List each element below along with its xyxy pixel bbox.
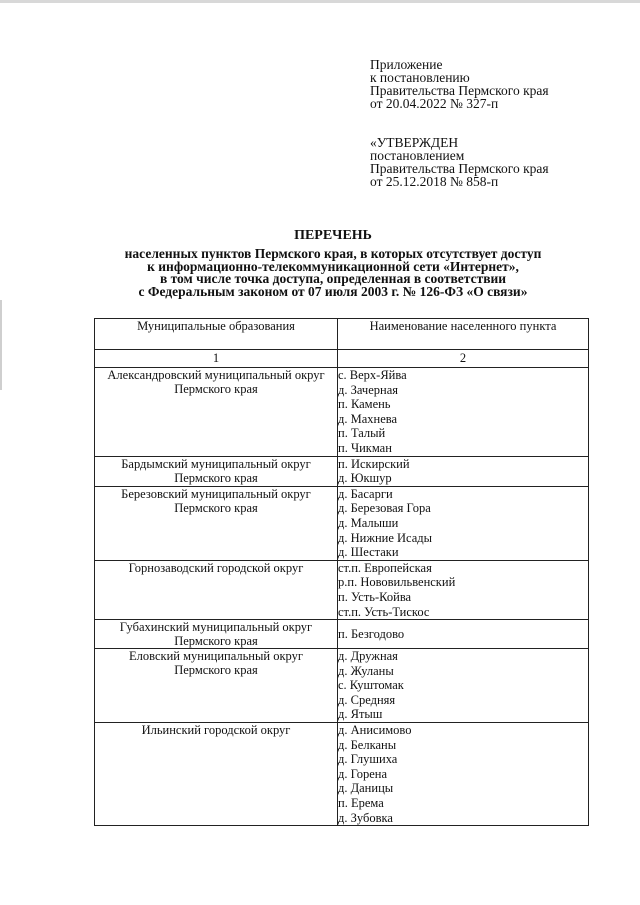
settlement-item: д. Анисимово xyxy=(338,723,412,738)
settlement-item: д. Нижние Исады xyxy=(338,530,433,545)
settlement-item: р.п. Нововильвенский xyxy=(338,575,456,590)
column-number: 2 xyxy=(338,350,589,368)
scan-top-edge xyxy=(0,0,640,3)
settlements-cell xyxy=(338,723,589,826)
settlement-item: ст.п. Европейская xyxy=(338,560,432,575)
table-row xyxy=(95,456,589,486)
settlement-item: п. Усть-Койва xyxy=(338,589,412,604)
table-row xyxy=(95,560,589,619)
settlement-item: д. Зубовка xyxy=(338,810,393,825)
appendix-line: Правительства Пермского края xyxy=(370,83,549,98)
table-body xyxy=(95,368,589,826)
settlements-cell xyxy=(338,560,589,619)
settlement-item: д. Зачерная xyxy=(338,382,398,397)
municipality-name-line: Березовский муниципальный округ xyxy=(121,486,311,501)
settlement-item: д. Шестаки xyxy=(338,545,399,560)
subtitle-line: населенных пунктов Пермского края, в которых отсутствует доступ xyxy=(124,246,542,261)
municipality-cell xyxy=(95,456,338,486)
municipality-name-line: Александровский муниципальный округ xyxy=(107,368,325,382)
municipality-name-line: Губахинский муниципальный округ xyxy=(119,620,313,635)
document-subtitle xyxy=(0,248,640,298)
table-row xyxy=(95,649,589,723)
appendix-line: к постановлению xyxy=(370,70,470,85)
settlement-item: д. Дружная xyxy=(338,649,398,664)
column-header-municipality: Муниципальные образования xyxy=(95,319,338,350)
settlements-cell xyxy=(338,368,589,457)
settlement-item: п. Ерема xyxy=(338,796,384,811)
settlement-item: п. Талый xyxy=(338,426,386,441)
settlement-item: д. Средняя xyxy=(338,692,396,707)
municipality-cell xyxy=(95,368,338,457)
table-row xyxy=(95,486,589,560)
appendix-line: Приложение xyxy=(370,57,443,72)
settlement-item: с. Верх-Яйва xyxy=(338,368,407,382)
table-row xyxy=(95,368,589,457)
settlement-item: д. Юкшур xyxy=(338,471,392,486)
settlements-cell xyxy=(338,620,589,649)
municipality-name-line: Пермского края xyxy=(174,500,258,515)
settlements-cell xyxy=(338,649,589,723)
column-header-settlement: Наименование населенного пункта xyxy=(338,319,589,350)
settlement-item: ст.п. Усть-Тискос xyxy=(338,604,430,619)
settlement-item: с. Куштомак xyxy=(338,678,404,693)
municipality-name-line: Горнозаводский городской округ xyxy=(128,560,304,575)
settlement-item: д. Басарги xyxy=(338,486,393,501)
settlements-cell xyxy=(338,486,589,560)
settlement-item: п. Безгодово xyxy=(338,626,405,641)
municipality-cell xyxy=(95,620,338,649)
settlement-item: п. Искирский xyxy=(338,456,410,471)
municipality-cell xyxy=(95,486,338,560)
municipality-name-line: Пермского края xyxy=(174,470,258,485)
document-title: ПЕРЕЧЕНЬ xyxy=(294,228,372,243)
settlement-item: д. Горена xyxy=(338,766,388,781)
settlement-item: д. Ятыш xyxy=(338,707,383,722)
municipality-name-line: Пермского края xyxy=(174,382,258,396)
settlements-table xyxy=(94,318,589,826)
settlement-item: д. Березовая Гора xyxy=(338,501,431,516)
municipality-name-line: Ильинский городской округ xyxy=(141,723,291,738)
settlement-item: д. Жуланы xyxy=(338,663,394,678)
subtitle-line: в том числе точка доступа, определенная в соответствии xyxy=(159,271,507,286)
table-header-row xyxy=(95,319,589,350)
approved-block xyxy=(370,136,549,188)
municipality-cell xyxy=(95,560,338,619)
table-row xyxy=(95,620,589,649)
municipality-name-line: Пермского края xyxy=(174,663,258,678)
settlement-item: д. Глушиха xyxy=(338,752,398,767)
appendix-block xyxy=(370,58,549,110)
scan-left-edge xyxy=(0,300,2,390)
approved-line: Правительства Пермского края xyxy=(370,161,549,176)
settlement-item: д. Махнева xyxy=(338,411,398,426)
appendix-line: от 20.04.2022 № 327-п xyxy=(370,96,499,111)
column-number-row xyxy=(95,350,589,368)
table-row xyxy=(95,723,589,826)
settlement-item: д. Белканы xyxy=(338,737,397,752)
column-number: 1 xyxy=(95,350,338,368)
municipality-cell xyxy=(95,649,338,723)
approved-line: «УТВЕРЖДЕН xyxy=(370,135,459,150)
municipality-name-line: Бардымский муниципальный округ xyxy=(121,456,311,471)
municipality-name-line: Еловский муниципальный округ xyxy=(129,649,303,664)
subtitle-line: с Федеральным законом от 07 июля 2003 г. № 126-ФЗ «О связи» xyxy=(138,283,528,299)
municipality-cell xyxy=(95,723,338,826)
settlements-cell xyxy=(338,456,589,486)
subtitle-line: к информационно-телекоммуникационной сети «Интернет», xyxy=(147,258,519,274)
settlement-item: д. Малыши xyxy=(338,515,399,530)
settlement-item: п. Чикман xyxy=(338,440,392,455)
municipality-name-line: Пермского края xyxy=(174,634,258,649)
settlement-item: д. Даницы xyxy=(338,781,394,796)
settlement-item: п. Камень xyxy=(338,397,391,412)
approved-line: от 25.12.2018 № 858-п xyxy=(370,174,499,189)
approved-line: постановлением xyxy=(370,148,465,163)
